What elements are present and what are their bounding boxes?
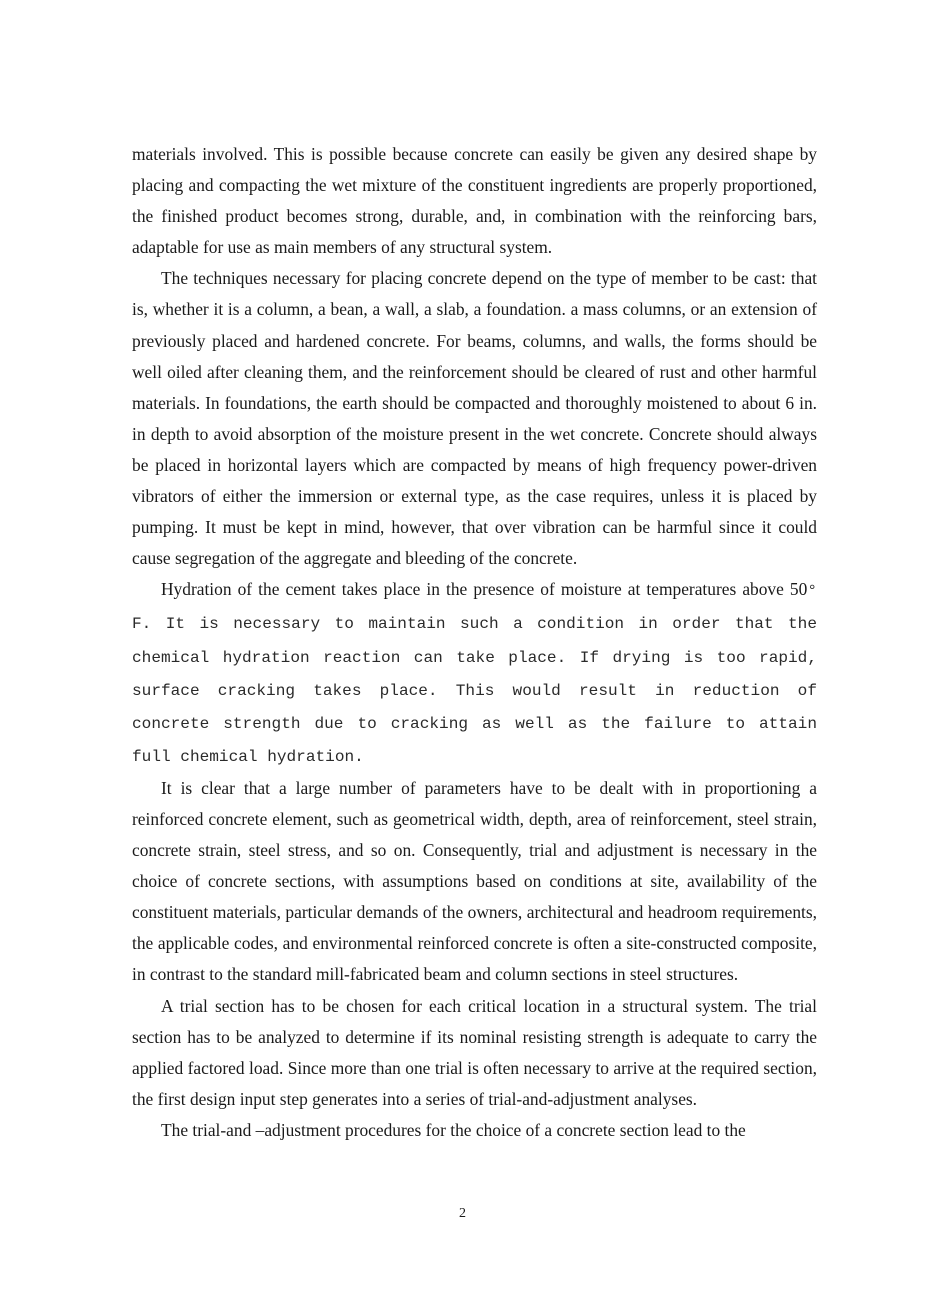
paragraph-trial-procedures: The trial-and –adjustment procedures for the choice of a concrete section lead to the xyxy=(161,1119,746,1140)
hydration-lead-text: Hydration of the cement takes place in the presence of moisture at temperatures above 50 xyxy=(161,579,808,600)
paragraph-trial-section: A trial section has to be chosen for each critical location in a structural system. The trial section has to be analyzed to determine if its nominal resisting strength is adequate to carry the applied factored load. Since more than one trial is often necessary to arrive at the required section, the first design input step generates into a series of trial-and-adjustment analyses. xyxy=(132,995,817,1109)
page-number: 2 xyxy=(459,1206,466,1221)
paragraph-placing-techniques: The techniques necessary for placing concrete depend on the type of member to be cast: that is, whether it is a column, a bean, a wall, a slab, a foundation. a mass columns, or an extension of previously placed and hardened concrete. For beams, columns, and walls, the forms should be well oiled after cleaning them, and the reinforcement should be cleared of rust and other harmful materials. In foundations, the earth should be compacted and thoroughly moistened to about 6 in. in depth to avoid absorption of the moisture present in the wet concrete. Concrete should always be placed in horizontal layers which are compacted by means of high frequency power-driven vibrators of either the immersion or external type, as the case requires, unless it is placed by pumping. It must be kept in mind, however, that over vibration can be harmful since it could cause segregation of the aggregate and bleeding of the concrete. xyxy=(132,268,817,569)
hydration-mono-text: ° F. It is necessary to maintain such a condition in order that the chemical hydration reaction can take place. If drying is too rapid, surface cracking takes place. This would result in reduction of concrete strength due to cracking as well as the failure to attain full chemical hydration. xyxy=(132,582,817,766)
body-text xyxy=(132,139,817,1146)
paragraph-hydration xyxy=(132,574,817,773)
paragraph-continuation: materials involved. This is possible because concrete can easily be given any desired shape by placing and compacting the wet mixture of the constituent ingredients are properly proportioned, the finished product becomes strong, durable, and, in combination with the reinforcing bars, adaptable for use as main members of any structural system. xyxy=(132,144,817,258)
paragraph-parameters: It is clear that a large number of parameters have to be dealt with in proportioning a reinforced concrete element, such as geometrical width, depth, area of reinforcement, steel strain, concrete strain, steel stress, and so on. Consequently, trial and adjustment is necessary in the choice of concrete sections, with assumptions based on conditions at site, availability of the constituent materials, particular demands of the owners, architectural and headroom requirements, the applicable codes, and environmental reinforced concrete is often a site-constructed composite, in contrast to the standard mill-fabricated beam and column sections in steel structures. xyxy=(132,777,817,985)
